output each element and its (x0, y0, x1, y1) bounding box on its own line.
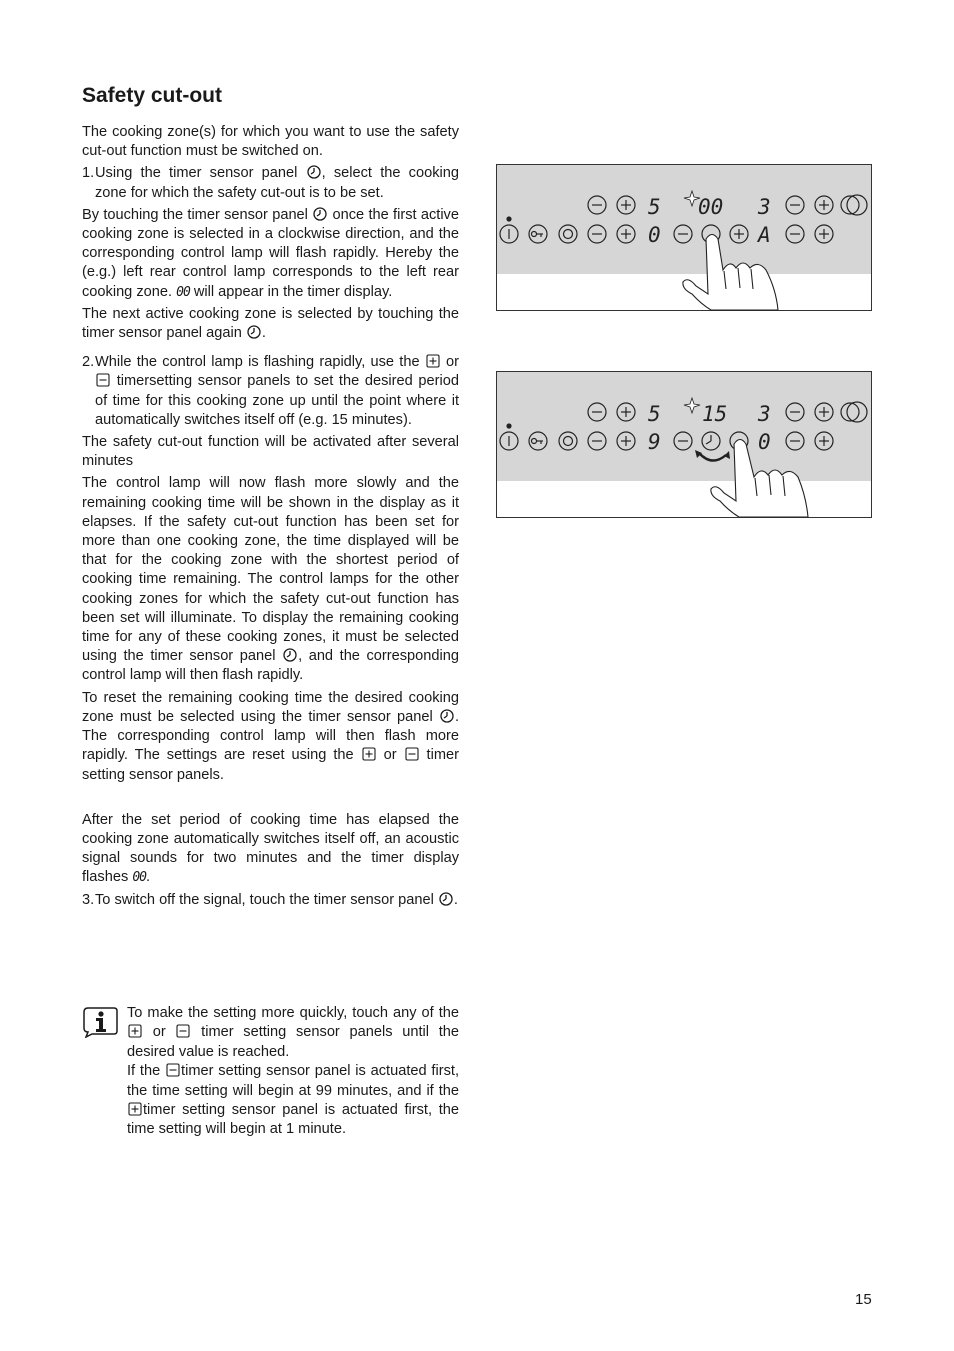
right-rear-level: 3 (758, 402, 771, 426)
minus-sensor-icon (405, 747, 419, 761)
left-front-level: 9 (648, 430, 661, 454)
display-00-glyph: 00 (132, 870, 146, 886)
info-icon (82, 1006, 118, 1038)
timer-display: 15 (702, 402, 728, 426)
right-rear-level: 3 (758, 195, 771, 219)
plus-sensor-icon (128, 1102, 142, 1116)
next-zone-paragraph: The next active cooking zone is selected by touching the timer sensor panel again . (82, 305, 459, 342)
info-note (82, 1004, 459, 1140)
timer-sensor-icon (439, 892, 453, 906)
timer-sensor-icon (283, 648, 297, 662)
reset-paragraph: To reset the remaining cooking time the desired cooking zone must be selected using the timer sensor panel . The corresponding control lamp will then flash more rapidly. The settings are reset using the or timer setting sensor panels. (82, 689, 459, 783)
control-lamp-paragraph: The control lamp will now flash more slowly and the remaining cooking time will be shown in the display as it elapses. If the safety cut-out function has been set for more than one cooking zone, the time displayed will be that for the cooking zone with the shortest period of cooking time remaining. The control lamps for the other cooking zones for which the safety cut-out function has been set will illuminate. To display the remaining cooking time for any of these cooking zones, it must be selected using the timer sensor panel , and the corresponding control lamp will then flash rapidly. (82, 475, 459, 684)
left-rear-level: 5 (648, 195, 661, 219)
timer-sensor-icon (247, 325, 261, 339)
step-3: 3. To switch off the signal, touch the timer sensor panel . (82, 891, 458, 908)
timer-sensor-icon (313, 207, 327, 221)
minus-sensor-icon (176, 1024, 190, 1038)
page-number: 15 (855, 1291, 872, 1308)
display-00-glyph: 00 (176, 284, 190, 300)
plus-sensor-icon (426, 354, 440, 368)
main-text-column (82, 123, 459, 913)
clockwise-paragraph: By touching the timer sensor panel once the first active cooking zone is selected in a clockwise direction, and the corresponding control lamp will flash rapidly. Hereby the (e.g.) left rear control lamp corresponds to the left rear cooking zone. 00 will appear in the timer display. (82, 206, 459, 300)
plus-sensor-icon (128, 1024, 142, 1038)
activated-paragraph: The safety cut-out function will be activated after several minutes (82, 434, 459, 470)
control-panel-figure-2 (496, 371, 872, 518)
step-1: 1. Using the timer sensor panel , select the cooking zone for which the safety cut-out is to be set. (82, 165, 459, 201)
control-panel-figure-1 (496, 164, 872, 311)
left-front-level: 0 (648, 223, 661, 247)
right-front-level: 0 (758, 430, 771, 454)
timer-display: 00 (698, 195, 724, 219)
step-2: 2. While the control lamp is flashing rapidly, use the or timersetting sensor panels to set the desired period of time for this cooking zone up until the point where it automatically switches itself off (e.g. 15 minutes). (82, 354, 459, 428)
timer-sensor-icon (307, 165, 321, 179)
info-line-2: If the timer setting sensor panel is actuated first, the time setting will begin at 99 minutes, and if the timer setting sensor panel is actuated first, the time setting will begin at 1 minute. (127, 1063, 459, 1138)
plus-sensor-icon (362, 747, 376, 761)
info-line-1: To make the setting more quickly, touch any of the or timer setting sensor panels until the desired value is reached. (127, 1005, 459, 1060)
minus-sensor-icon (96, 373, 110, 387)
after-elapsed-paragraph: After the set period of cooking time has elapsed the cooking zone automatically switches itself off, an acoustic signal sounds for two minutes and the timer display flashes 00. (82, 811, 459, 886)
page-title: Safety cut-out (82, 84, 223, 107)
left-rear-level: 5 (648, 402, 661, 426)
right-front-level: A (758, 223, 771, 247)
intro-paragraph: The cooking zone(s) for which you want to use the safety cut-out function must be switched on. (82, 124, 459, 160)
minus-sensor-icon (166, 1063, 180, 1077)
timer-sensor-icon (440, 709, 454, 723)
